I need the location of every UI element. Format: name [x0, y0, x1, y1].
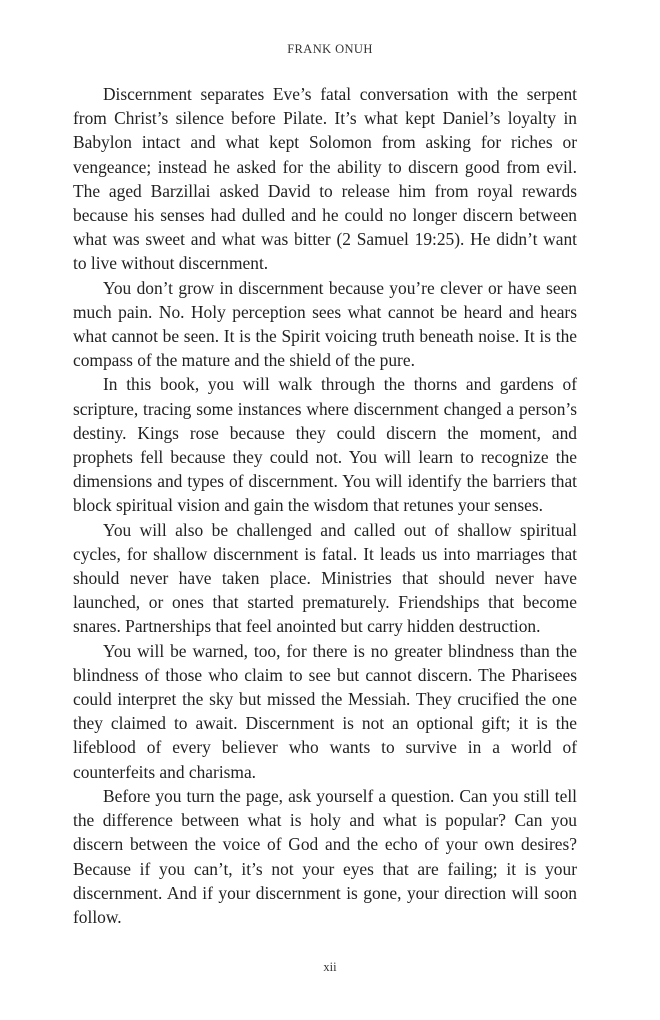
running-header: FRANK ONUH: [287, 42, 373, 56]
paragraph: You will be warned, too, for there is no greater blindness than the blindness of those who claim to see but cannot discern. The Pharisees could interpret the sky but missed the Messiah. They crucified the one they claimed to await. Discernment is not an optional gift; it is the lifeblood of every believer who wants to survive in a world of counterfeits and charisma.: [73, 640, 577, 782]
page-number: xii: [323, 960, 337, 974]
paragraph: Before you turn the page, ask yourself a question. Can you still tell the difference between what is holy and what is popular? Can you discern between the voice of God and the echo of your own desires? Because if you can’t, it’s not your eyes that are failing; it is your discernment. And if your discernment is gone, your direction will soon follow.: [73, 785, 577, 927]
paragraph: You don’t grow in discernment because you’re clever or have seen much pain. No. Holy perception sees what cannot be heard and hears what cannot be seen. It is the Spirit voicing truth beneath noise. It is the compass of the mature and the shield of the pure.: [73, 277, 577, 371]
body-text: [73, 82, 577, 929]
paragraph: In this book, you will walk through the thorns and gardens of scripture, tracing some instances where discernment changed a person’s destiny. Kings rose because they could discern the moment, and prophets fell because they could not. You will learn to recognize the dimensions and types of discernment. You will identify the barriers that block spiritual vision and gain the wisdom that retunes your senses.: [73, 374, 577, 516]
paragraph: You will also be challenged and called out of shallow spiritual cycles, for shallow discernment is fatal. It leads us into marriages that should never have taken place. Ministries that should never have launched, or ones that started prematurely. Friendships that become snares. Partnerships that feel anointed but carry hidden destruction.: [73, 519, 577, 637]
paragraph: Discernment separates Eve’s fatal conversation with the serpent from Christ’s silence before Pilate. It’s what kept Daniel’s loyalty in Babylon intact and what kept Solomon from asking for riches or vengeance; instead he asked for the ability to discern good from evil. The aged Barzillai asked David to release him from royal rewards because his senses had dulled and he could no longer discern between what was sweet and what was bitter (2 Samuel 19:25). He didn’t want to live without discernment.: [73, 84, 577, 274]
